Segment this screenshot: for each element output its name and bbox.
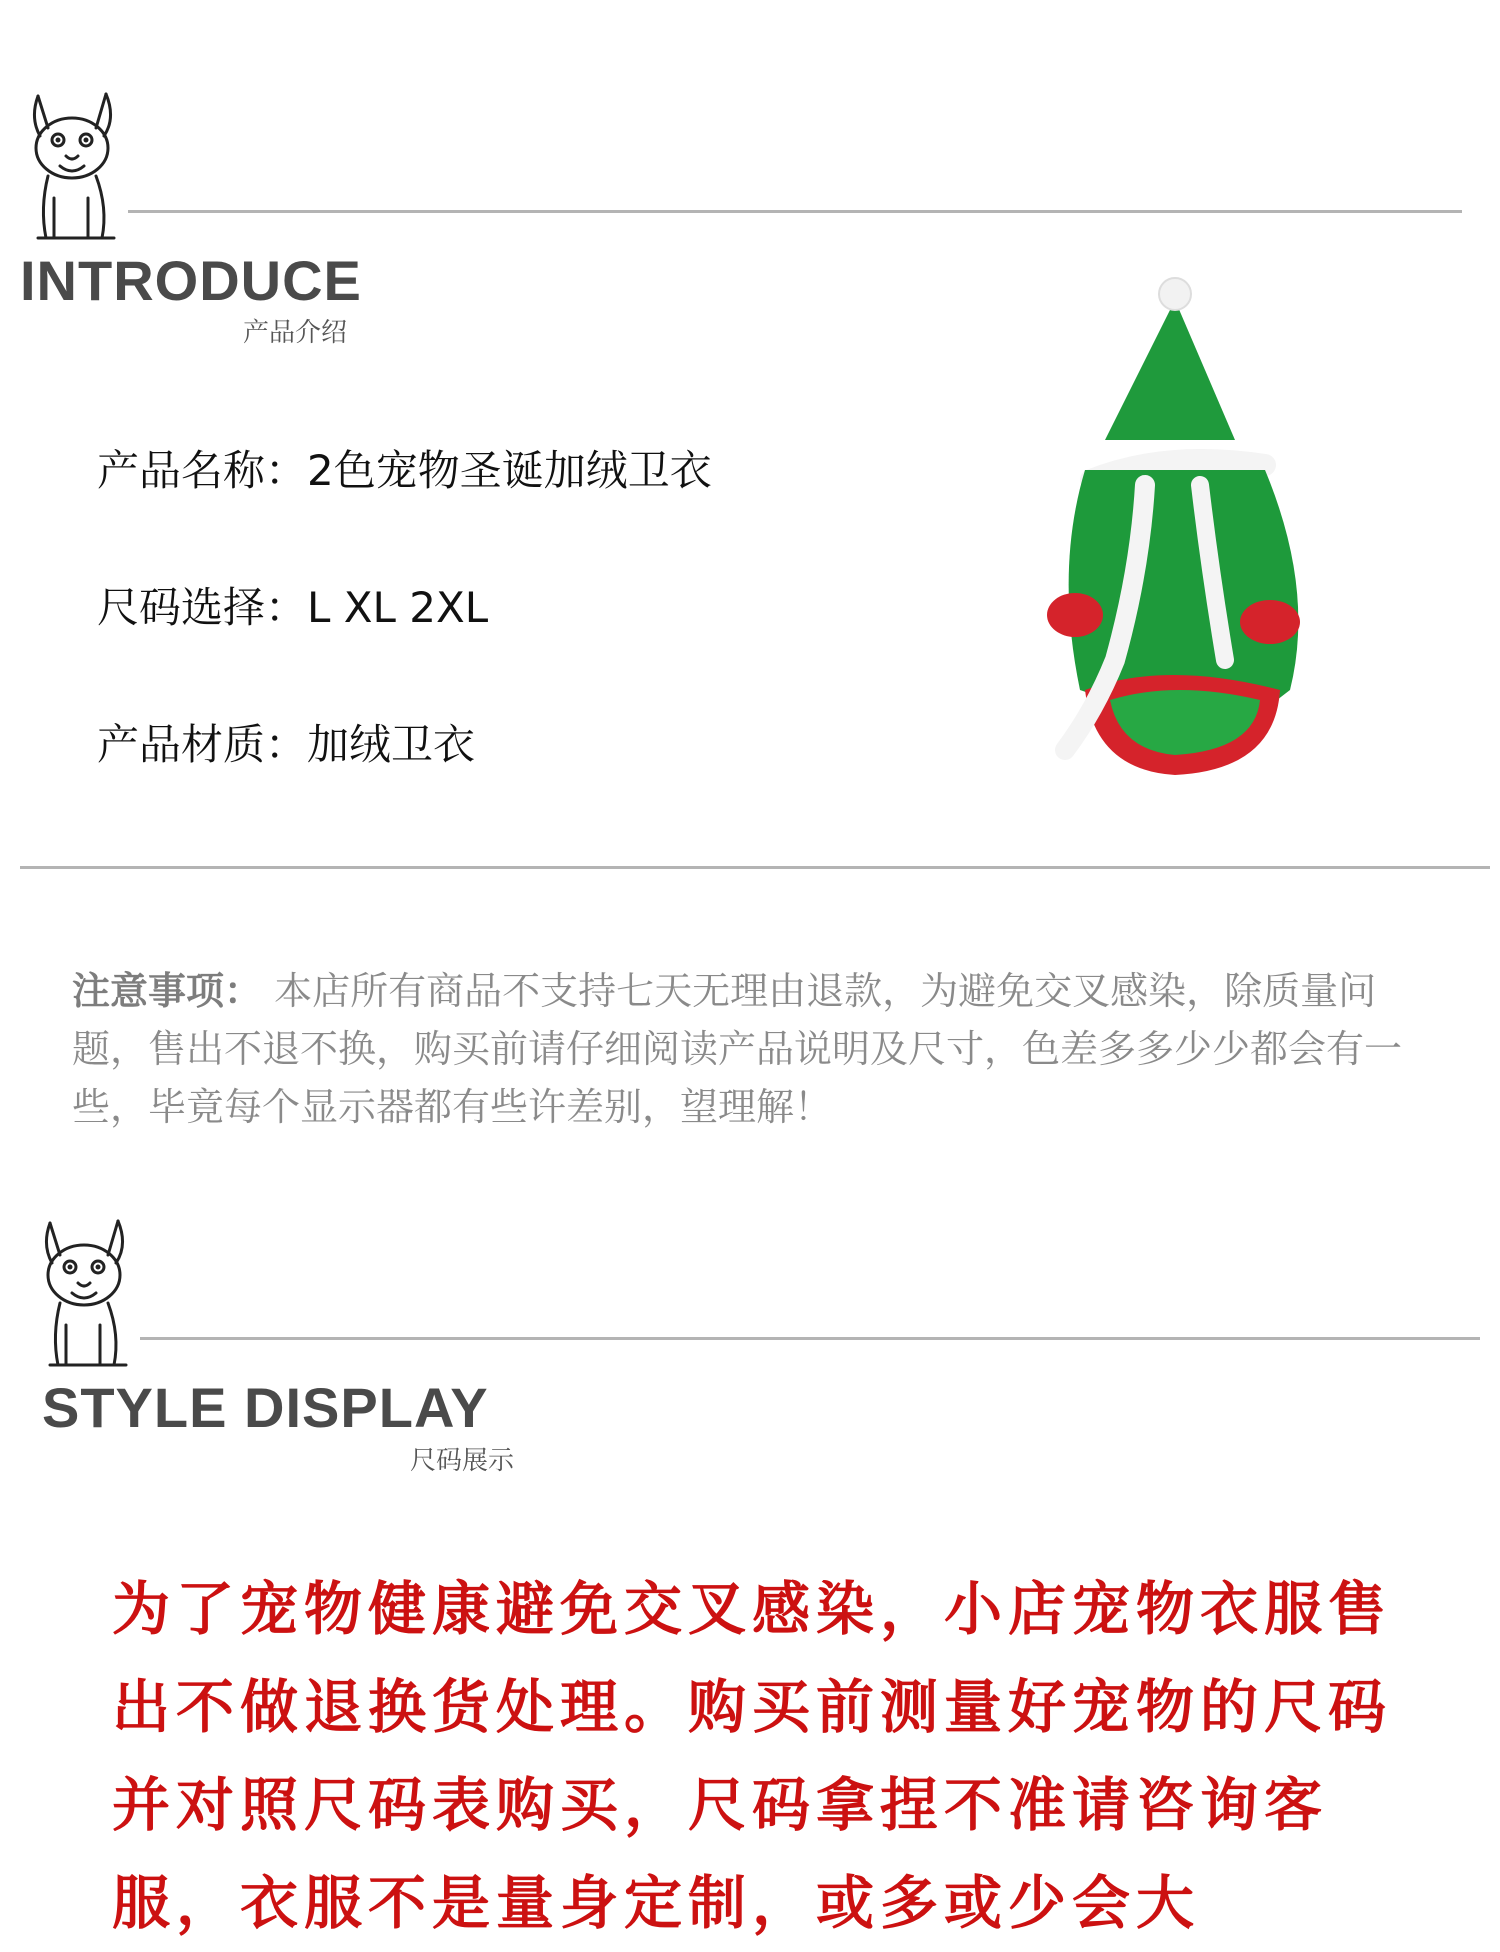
introduce-divider [128,210,1462,213]
section-divider [20,866,1490,869]
product-material: 产品材质：加绒卫衣 [97,720,476,769]
notice-label: 注意事项： [72,969,263,1013]
french-bulldog-logo-icon [18,88,128,248]
style-display-divider [140,1337,1480,1340]
style-display-subtitle: 尺码展示 [410,1446,515,1476]
return-policy-notice: 为了宠物健康避免交叉感染，小店宠物衣服售出不做退换货处理。购买前测量好宠物的尺码并对照尺码表购买，尺码拿捏不准请咨询客服，衣服不是量身定制，或多或少会大 [112,1575,1393,1937]
product-name: 产品名称：2色宠物圣诞加绒卫衣 [97,446,712,495]
product-size: 尺码选择：L XL 2XL [97,583,489,632]
introduce-subtitle: 产品介绍 [243,318,348,348]
introduce-title: INTRODUCE [20,249,362,312]
notice-text [72,962,1452,1136]
french-bulldog-logo-icon-2 [30,1215,140,1375]
christmas-hoodie-image [1025,270,1325,800]
style-display-title: STYLE DISPLAY [42,1376,489,1439]
notice-body: 本店所有商品不支持七天无理由退款，为避免交叉感染，除质量问题，售出不退不换，购买前请仔细阅读产品说明及尺寸，色差多多少少都会有一些，毕竟每个显示器都有些许差别，望理解！ [72,969,1403,1129]
